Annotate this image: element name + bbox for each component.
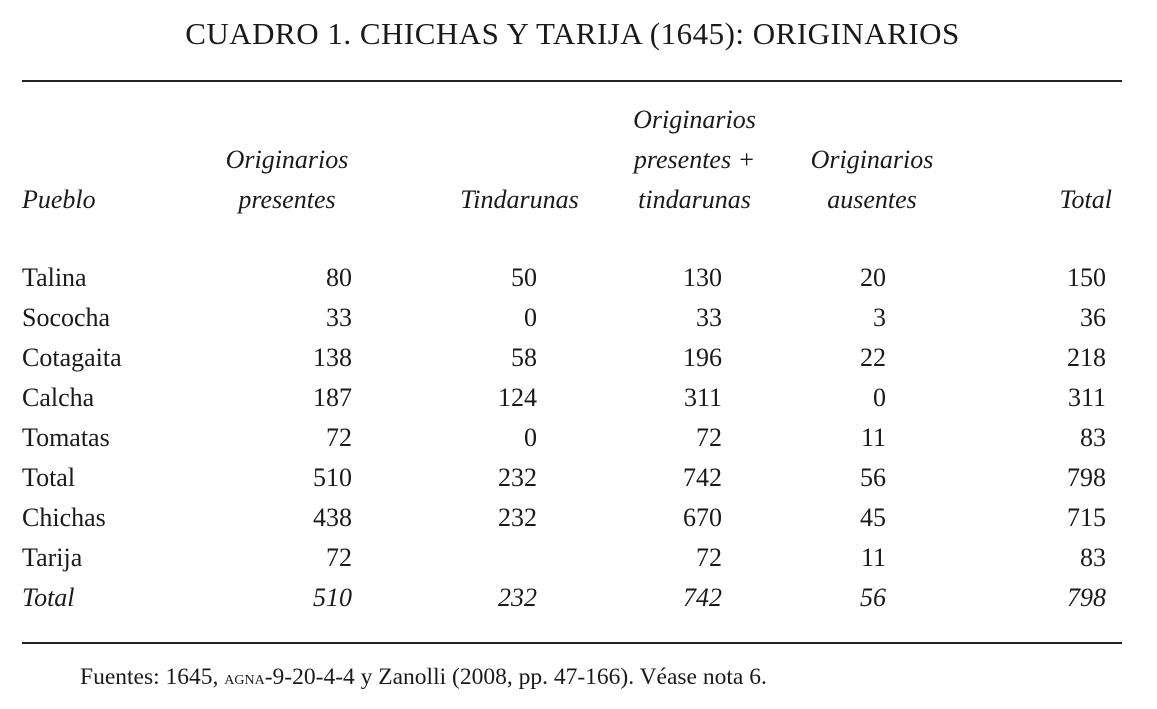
cell-tindarunas: 232 xyxy=(498,463,537,492)
cell-suma: 72 xyxy=(696,543,722,572)
cell-tindarunas: 232 xyxy=(498,583,537,612)
cell-suma: 72 xyxy=(696,423,722,452)
data-table xyxy=(22,100,1122,618)
cell-ausentes: 11 xyxy=(860,543,886,572)
column-header-presentes-mas-tindarunas: Originarios presentes + tindarunas xyxy=(633,105,756,214)
table-row-talina xyxy=(22,258,1122,298)
cell-suma: 742 xyxy=(683,583,722,612)
column-header-originarios-ausentes: Originarios ausentes xyxy=(810,145,934,214)
table-title: CUADRO 1. CHICHAS Y TARIJA (1645): ORIGINARIOS xyxy=(185,16,960,51)
cell-total: 715 xyxy=(1067,503,1106,532)
header-row xyxy=(22,100,1122,220)
top-rule xyxy=(22,80,1122,82)
table-row-total xyxy=(22,458,1122,498)
cell-suma: 670 xyxy=(683,503,722,532)
cell-total: 83 xyxy=(1080,423,1106,452)
cell-pueblo: Talina xyxy=(22,263,87,292)
cell-suma: 33 xyxy=(696,303,722,332)
cell-pueblo: Total xyxy=(22,583,75,612)
cell-suma: 196 xyxy=(683,343,722,372)
cell-total: 36 xyxy=(1080,303,1106,332)
cell-suma: 311 xyxy=(683,383,722,412)
cell-ausentes: 22 xyxy=(860,343,886,372)
table-row-grand-total xyxy=(22,578,1122,618)
cell-presentes: 72 xyxy=(326,543,352,572)
cell-pueblo: Sococha xyxy=(22,303,111,332)
cell-tindarunas: 0 xyxy=(524,423,537,452)
cell-ausentes: 20 xyxy=(860,263,886,292)
cell-presentes: 187 xyxy=(313,383,352,412)
cell-ausentes: 45 xyxy=(860,503,886,532)
source-footnote: Fuentes: 1645, agna-9-20-4-4 y Zanolli (2008, pp. 47-166). Véase nota 6. xyxy=(80,664,767,690)
cell-pueblo: Tarija xyxy=(22,543,83,572)
cell-pueblo: Chichas xyxy=(22,503,106,532)
cell-tindarunas: 232 xyxy=(498,503,537,532)
column-header-originarios-presentes: Originarios presentes xyxy=(225,145,349,214)
column-header-pueblo: Pueblo xyxy=(22,185,96,214)
cell-total: 798 xyxy=(1067,583,1106,612)
cell-presentes: 138 xyxy=(313,343,352,372)
cell-ausentes: 3 xyxy=(873,303,886,332)
cell-tindarunas xyxy=(402,538,597,578)
cell-presentes: 72 xyxy=(326,423,352,452)
cell-suma: 742 xyxy=(683,463,722,492)
table-row-cotagaita xyxy=(22,338,1122,378)
cell-tindarunas: 58 xyxy=(511,343,537,372)
cell-pueblo: Calcha xyxy=(22,383,95,412)
cell-ausentes: 0 xyxy=(873,383,886,412)
cell-pueblo: Cotagaita xyxy=(22,343,122,372)
table-row-tarija xyxy=(22,538,1122,578)
cell-tindarunas: 124 xyxy=(498,383,537,412)
cell-total: 798 xyxy=(1067,463,1106,492)
cell-total: 311 xyxy=(1067,383,1106,412)
column-header-tindarunas: Tindarunas xyxy=(460,185,579,214)
table-row-chichas xyxy=(22,498,1122,538)
table-row-calcha xyxy=(22,378,1122,418)
cell-pueblo: Total xyxy=(22,463,76,492)
cell-pueblo: Tomatas xyxy=(22,423,110,452)
table-row-tomatas xyxy=(22,418,1122,458)
cell-presentes: 510 xyxy=(313,583,352,612)
cell-ausentes: 56 xyxy=(860,583,886,612)
cell-total: 83 xyxy=(1080,543,1106,572)
column-header-total: Total xyxy=(1059,185,1112,214)
cell-presentes: 80 xyxy=(326,263,352,292)
cell-total: 150 xyxy=(1067,263,1106,292)
table-row-sococha xyxy=(22,298,1122,338)
archive-code: agna xyxy=(224,667,265,689)
cell-total: 218 xyxy=(1067,343,1106,372)
cell-presentes: 510 xyxy=(313,463,352,492)
bottom-rule xyxy=(22,642,1122,644)
cell-presentes: 438 xyxy=(313,503,352,532)
cell-presentes: 33 xyxy=(326,303,352,332)
cell-tindarunas: 0 xyxy=(524,303,537,332)
cell-ausentes: 11 xyxy=(860,423,886,452)
cell-ausentes: 56 xyxy=(860,463,886,492)
cell-suma: 130 xyxy=(683,263,722,292)
cell-tindarunas: 50 xyxy=(511,263,537,292)
